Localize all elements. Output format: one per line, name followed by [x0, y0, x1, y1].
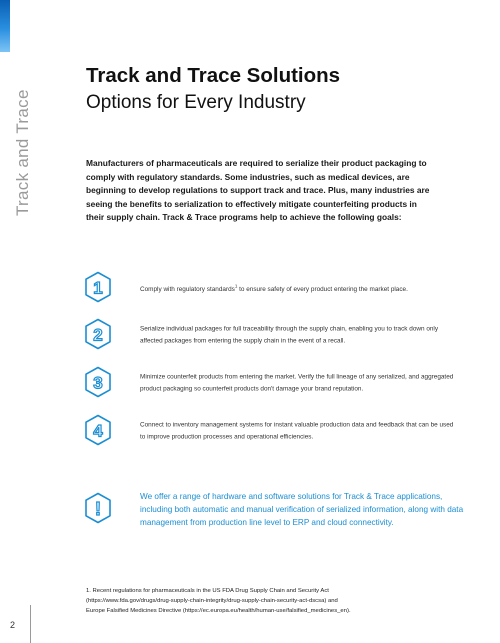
- goal-number: 1: [93, 278, 103, 298]
- goal-text: [140, 281, 460, 296]
- footnote-end: .: [348, 608, 351, 614]
- goal-number: 4: [93, 421, 103, 441]
- hexagon-number-icon: [84, 366, 112, 398]
- callout-symbol: !: [95, 499, 101, 519]
- footnote: [86, 586, 466, 616]
- goal-text-main: Comply with regulatory standards: [140, 285, 235, 293]
- side-section-label: Track and Trace: [13, 89, 32, 216]
- goal-text: Serialize individual packages for full traceability through the supply chain, enabling you to track down only affected packages from entering the supply chain in the event of a recall.: [140, 325, 439, 344]
- hexagon-exclamation-icon: [84, 492, 112, 524]
- goal-text: Connect to inventory management systems for instant valuable production data and feedback that can be used to improve production processes and operational efficiencies.: [140, 421, 454, 440]
- intro-paragraph: Manufacturers of pharmaceuticals are required to serialize their product packaging to comply with regulatory standards. Some industries, such as medical devices, are beginning to develop regulations to support track and trace. Plus, many industries are seeing the benefits to serialization to effectively mitigate counterfeiting products in their supply chain. Track & Trace programs help to achieve the following goals:: [86, 158, 430, 223]
- goal-item-3: [84, 366, 464, 400]
- callout-text: We offer a range of hardware and software solutions for Track & Trace applications, including both automatic and manual verification of serialized information, along with data management from production line level to ERP and cloud connectivity.: [140, 492, 464, 528]
- hexagon-number-icon: [84, 318, 112, 350]
- hexagon-number-icon: [84, 414, 112, 446]
- footnote-link-fda[interactable]: (https://www.fda.gov/drugs/drug-supply-chain-integrity/drug-supply-chain-security-act-dscsa): [86, 598, 327, 604]
- goal-number: 3: [93, 373, 103, 393]
- goal-item-1: [84, 271, 464, 305]
- hexagon-number-icon: [84, 271, 112, 303]
- footnote-line-1: 1. Recent regulations for pharmaceuticals in the US FDA Drug Supply Chain and Security Act: [86, 588, 329, 594]
- goal-text-rest: to ensure safety of every product entering the market place.: [237, 285, 408, 293]
- footnote-link-ec[interactable]: (https://ec.europa.eu/health/human-use/falsified_medicines_en): [182, 608, 349, 614]
- footnote-line-3: Europe Falsified Medicines Directive: [86, 608, 183, 614]
- footnote-conjunction: and: [326, 598, 338, 604]
- page-number: 2: [10, 620, 16, 630]
- page-subtitle: Options for Every Industry: [86, 92, 306, 113]
- page-title: Track and Trace Solutions: [86, 64, 341, 87]
- goal-item-2: [84, 318, 464, 352]
- goal-item-4: [84, 414, 464, 448]
- page-number-rule: [30, 605, 31, 643]
- goal-number: 2: [93, 325, 103, 345]
- footnote-ref: 1: [234, 283, 238, 289]
- top-accent-bar: [0, 0, 10, 52]
- goal-text: Minimize counterfeit products from entering the market. Verify the full lineage of any serialized, and aggregated product packaging so counterfeit products don't damage your brand reputation.: [140, 373, 454, 392]
- solutions-callout: [84, 490, 484, 532]
